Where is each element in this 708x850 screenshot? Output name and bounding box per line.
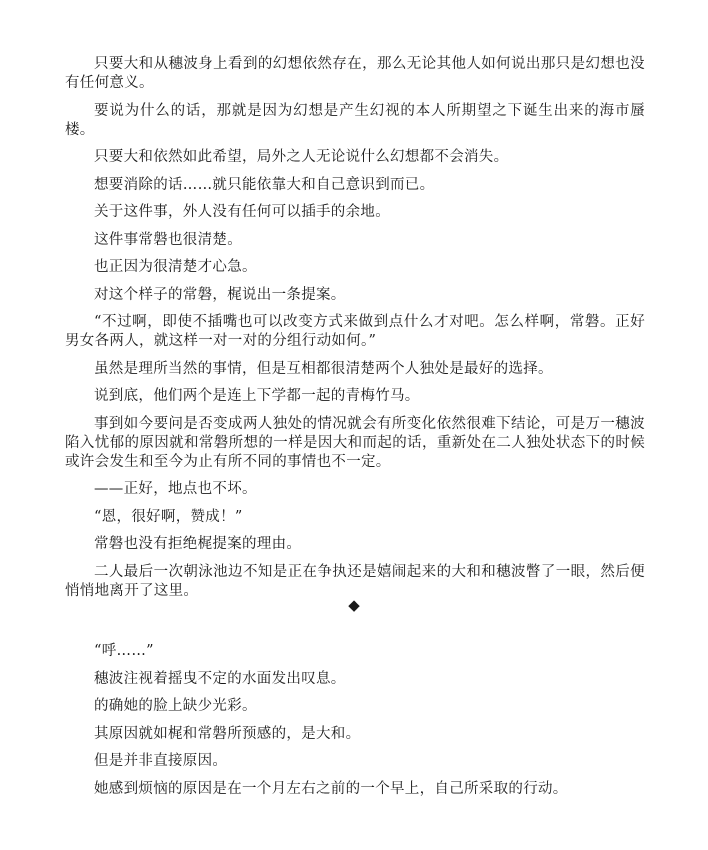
paragraph: “不过啊，即使不插嘴也可以改变方式来做到点什么才对吧。怎么样啊，常磐。正好男女各两人，就这样一对一对的分组行动如何。”	[65, 314, 645, 349]
text-section-1	[65, 55, 645, 609]
paragraph: 要说为什么的话，那就是因为幻想是产生幻视的本人所期望之下诞生出来的海市蜃楼。	[65, 102, 645, 138]
paragraph: 想要消除的话……就只能依靠大和自己意识到而已。	[94, 176, 435, 193]
paragraph: 事到如今要问是否变成两人独处的情况就会有所变化依然很难下结论，可是万一穗波陷入忧郁的原因就和常磐所想的一样是因大和而起的话，重新处在二人独处状态下的时候或许会发生和至今为止有所不同的事情也不一定。	[65, 415, 645, 470]
paragraph: 说到底，他们两个是连上下学都一起的青梅竹马。	[94, 388, 420, 404]
paragraph: 关于这件事，外人没有任何可以插手的余地。	[94, 204, 390, 220]
paragraph: 但是并非直接原因。	[94, 753, 228, 769]
paragraph: 二人最后一次朝泳池边不知是正在争执还是嬉闹起来的大和和穗波瞥了一眼，然后便悄悄地离开了这里。	[65, 563, 645, 599]
paragraph: 只要大和依然如此希望，局外之人无论说什么幻想都不会消失。	[94, 149, 509, 165]
paragraph: 这件事常磐也很清楚。	[94, 231, 242, 248]
paragraph: “呼……”	[94, 643, 154, 659]
section-divider-diamond: ◆	[348, 596, 360, 614]
text-section-2	[65, 642, 645, 807]
paragraph: 也正因为很清楚才心急。	[94, 259, 257, 275]
paragraph: “恩，很好啊，赞成！”	[94, 508, 243, 525]
paragraph: 只要大和从穗波身上看到的幻想依然存在，那么无论其他人如何说出那只是幻想也没有任何意义。	[65, 56, 645, 91]
paragraph: 穗波注视着摇曳不定的水面发出叹息。	[94, 670, 346, 687]
paragraph: 对这个样子的常磐，梶说出一条提案。	[94, 286, 346, 303]
paragraph: 虽然是理所当然的事情，但是互相都很清楚两个人独处是最好的选择。	[94, 360, 553, 377]
paragraph: 常磐也没有拒绝梶提案的理由。	[94, 536, 302, 552]
paragraph: 她感到烦恼的原因是在一个月左右之前的一个早上，自己所采取的行动。	[94, 780, 568, 797]
paragraph: ——正好，地点也不坏。	[94, 481, 257, 497]
paragraph: 其原因就如梶和常磐所预感的，是大和。	[94, 725, 361, 742]
paragraph: 的确她的脸上缺少光彩。	[94, 698, 257, 714]
